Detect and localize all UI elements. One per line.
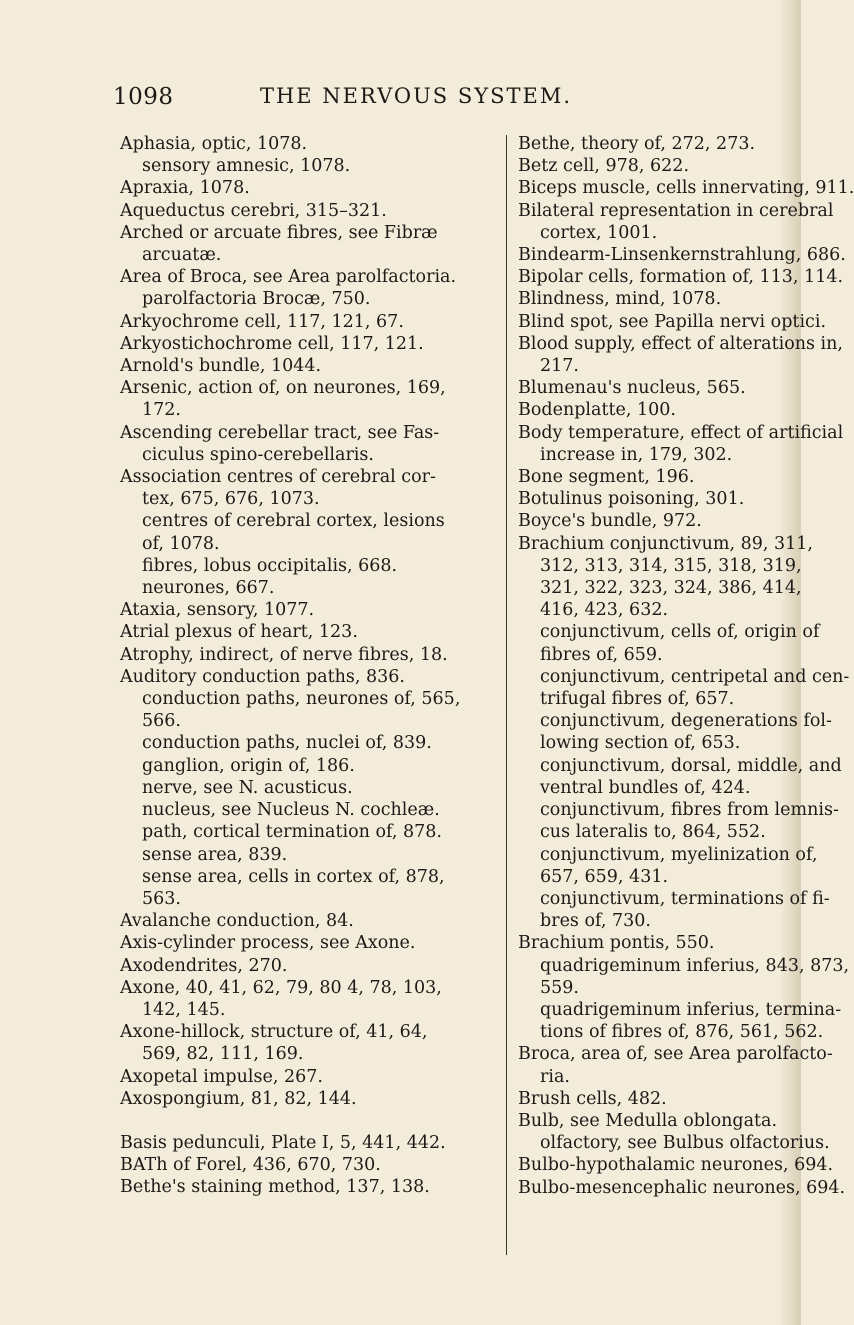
- index-line: Bethe's staining method, 137, 138.: [120, 1177, 430, 1198]
- index-line: bres of, 730.: [540, 911, 651, 932]
- index-line: fibres of, 659.: [540, 644, 663, 665]
- index-line: Brachium conjunctivum, 89, 311,: [518, 533, 813, 554]
- index-line: Broca, area of, see Area parolfacto-: [518, 1044, 833, 1065]
- index-subentry: [120, 577, 492, 599]
- page-header: [113, 84, 719, 114]
- running-head: THE NERVOUS SYSTEM.: [259, 84, 572, 108]
- index-line: 172.: [142, 400, 181, 421]
- index-entry: [518, 311, 827, 333]
- index-line: Bipolar cells, formation of, 113, 114.: [518, 267, 844, 288]
- index-line: Brachium pontis, 550.: [518, 933, 715, 954]
- index-line: ganglion, origin of, 186.: [142, 755, 355, 776]
- index-entry: [120, 977, 492, 1021]
- index-line: Arkyochrome cell, 117, 121, 67.: [120, 311, 404, 332]
- index-line: Avalanche conduction, 84.: [120, 911, 354, 932]
- index-entry: [518, 1154, 834, 1176]
- index-line: Arched or arcuate fibres, see Fibræ: [120, 222, 438, 243]
- index-subentry: [518, 799, 839, 843]
- index-subentry: [120, 844, 492, 866]
- index-entry: [120, 355, 492, 377]
- index-column-right: [518, 133, 854, 1199]
- index-line: conjunctivum, myelinization of,: [540, 844, 818, 865]
- index-line: Betz cell, 978, 622.: [518, 156, 690, 177]
- index-line: Bone segment, 196.: [518, 467, 695, 488]
- index-line: Axone, 40, 41, 62, 79, 80 4, 78, 103,: [120, 977, 442, 998]
- index-line: centres of cerebral cortex, lesions: [142, 511, 445, 532]
- index-line: Axodendrites, 270.: [120, 955, 288, 976]
- index-entry: [518, 333, 843, 377]
- index-entry: [120, 644, 492, 666]
- index-line: Blind spot, see Papilla nervi optici.: [518, 311, 827, 332]
- index-subentry: [120, 688, 492, 732]
- index-entry: [120, 1088, 492, 1110]
- index-line: quadrigeminum inferius, termina-: [540, 999, 842, 1020]
- index-entry: [120, 1176, 492, 1198]
- index-subentry: [518, 755, 842, 799]
- index-line: arcuatæ.: [142, 245, 222, 266]
- index-line: conduction paths, nuclei of, 839.: [142, 733, 432, 754]
- index-line: sense area, 839.: [142, 844, 288, 865]
- index-entry: [120, 377, 492, 421]
- index-line: BATh of Forel, 436, 670, 730.: [120, 1155, 381, 1176]
- index-entry: [518, 133, 804, 155]
- index-line: Arsenic, action of, on neurones, 169,: [120, 378, 446, 399]
- index-line: olfactory, see Bulbus olfactorius.: [540, 1133, 830, 1154]
- index-line: conjunctivum, degenerations fol-: [540, 711, 832, 732]
- index-subentry: [120, 510, 492, 554]
- index-subentry: [120, 866, 492, 910]
- index-line: Bulbo-hypothalamic neurones, 694.: [518, 1155, 834, 1176]
- index-entry: [120, 311, 492, 333]
- index-line: Atrophy, indirect, of nerve fibres, 18.: [120, 644, 448, 665]
- index-subentry: [518, 710, 832, 754]
- index-line: Blumenau's nucleus, 565.: [518, 378, 746, 399]
- index-entry: [518, 244, 846, 266]
- index-line: Bulb, see Medulla oblongata.: [518, 1110, 778, 1131]
- index-entry: [518, 1177, 846, 1199]
- index-line: tex, 675, 676, 1073.: [142, 489, 320, 510]
- index-subentry: [120, 777, 492, 799]
- index-line: Bulbo-mesencephalic neurones, 694.: [518, 1177, 846, 1198]
- index-entry: [518, 488, 804, 510]
- index-entry: [518, 266, 844, 288]
- index-line: ria.: [540, 1066, 570, 1087]
- index-column-left: [120, 133, 492, 1199]
- index-line: Bethe, theory of, 272, 273.: [518, 134, 756, 154]
- index-line: Aqueductus cerebri, 315–321.: [120, 200, 387, 221]
- index-subentry: [518, 666, 850, 710]
- index-line: 657, 659, 431.: [540, 866, 669, 887]
- index-line: path, cortical termination of, 878.: [142, 822, 442, 843]
- index-line: increase in, 179, 302.: [540, 444, 733, 465]
- index-entry: [518, 466, 804, 488]
- index-subentry: [518, 1132, 830, 1154]
- index-line: Boyce's bundle, 972.: [518, 511, 702, 532]
- index-line: tions of fibres of, 876, 561, 562.: [540, 1022, 824, 1043]
- index-entry: [120, 1021, 492, 1065]
- index-entry: [120, 422, 492, 466]
- index-line: lowing section of, 653.: [540, 733, 741, 754]
- index-entry: [120, 955, 492, 977]
- index-entry: [120, 333, 492, 355]
- index-line: 217.: [540, 356, 579, 377]
- index-line: Bindearm-Linsenkernstrahlung, 686.: [518, 245, 846, 266]
- index-line: Arkyostichochrome cell, 117, 121.: [120, 333, 424, 354]
- index-line: Auditory conduction paths, 836.: [120, 666, 405, 687]
- index-entry: [518, 510, 804, 532]
- index-line: quadrigeminum inferius, 843, 873,: [540, 955, 850, 976]
- index-entry: [120, 1066, 492, 1088]
- index-entry: [120, 910, 492, 932]
- index-entry: [518, 1110, 804, 1132]
- index-subentry: [120, 821, 492, 843]
- index-line: conjunctivum, centripetal and cen-: [540, 666, 850, 687]
- index-line: Bilateral representation in cerebral: [518, 200, 834, 221]
- index-line: conjunctivum, dorsal, middle, and: [540, 755, 842, 776]
- index-line: Axis-cylinder process, see Axone.: [120, 933, 416, 954]
- index-line: nucleus, see Nucleus N. cochleæ.: [142, 800, 440, 821]
- index-entry: [518, 533, 813, 622]
- index-line: Biceps muscle, cells innervating, 911.: [518, 178, 854, 199]
- index-line: Axopetal impulse, 267.: [120, 1066, 323, 1087]
- index-line: neurones, 667.: [142, 578, 275, 599]
- index-line: conjunctivum, cells of, origin of: [540, 622, 820, 643]
- index-entry: [120, 266, 492, 288]
- index-line: conduction paths, neurones of, 565,: [142, 689, 461, 710]
- index-subentry: [518, 888, 830, 932]
- index-line: Brush cells, 482.: [518, 1088, 667, 1109]
- index-line: Apraxia, 1078.: [120, 178, 250, 199]
- index-line: ventral bundles of, 424.: [540, 777, 751, 798]
- index-line: Ataxia, sensory, 1077.: [120, 600, 315, 621]
- index-entry: [518, 377, 804, 399]
- index-line: Botulinus poisoning, 301.: [518, 489, 745, 510]
- index-entry: [120, 599, 492, 621]
- index-entry: [518, 288, 804, 310]
- index-entry: [120, 466, 492, 510]
- index-entry: [120, 177, 492, 199]
- index-entry: [518, 1043, 833, 1087]
- index-line: Arnold's bundle, 1044.: [120, 356, 322, 377]
- index-line: Aphasia, optic, 1078.: [120, 134, 308, 154]
- index-subentry: [120, 755, 492, 777]
- index-line: Axone-hillock, structure of, 41, 64,: [120, 1022, 428, 1043]
- index-line: nerve, see N. acusticus.: [142, 777, 353, 798]
- index-subentry: [120, 732, 492, 754]
- index-line: 569, 82, 111, 169.: [142, 1044, 304, 1065]
- index-line: Bodenplatte, 100.: [518, 400, 676, 421]
- index-subentry: [120, 799, 492, 821]
- index-line: of, 1078.: [142, 533, 220, 554]
- index-line: Blood supply, effect of alterations in,: [518, 333, 843, 354]
- index-entry: [518, 932, 804, 954]
- index-line: Area of Broca, see Area parolfactoria.: [120, 267, 457, 288]
- index-line: Basis pedunculi, Plate I, 5, 441, 442.: [120, 1132, 446, 1153]
- index-line: conjunctivum, terminations of fi-: [540, 888, 830, 909]
- index-line: conjunctivum, fibres from lemnis-: [540, 800, 839, 821]
- index-subentry: [120, 155, 492, 177]
- index-line: cus lateralis to, 864, 552.: [540, 822, 766, 843]
- index-subentry: [120, 555, 492, 577]
- index-line: trifugal fibres of, 657.: [540, 689, 735, 710]
- index-line: parolfactoria Brocæ, 750.: [142, 289, 371, 310]
- index-line: 566.: [142, 711, 181, 732]
- index-entry: [120, 222, 492, 266]
- index-line: 142, 145.: [142, 999, 226, 1020]
- index-line: 563.: [142, 888, 181, 909]
- index-entry: [518, 399, 804, 421]
- index-entry: [120, 932, 492, 954]
- index-subentry: [518, 955, 850, 999]
- index-line: ciculus spino-cerebellaris.: [142, 444, 374, 465]
- index-subentry: [518, 621, 820, 665]
- index-subentry: [120, 288, 492, 310]
- index-entry: [518, 422, 844, 466]
- index-entry: [120, 621, 492, 643]
- index-entry: [120, 200, 492, 222]
- index-entry: [518, 200, 834, 244]
- index-line: 559.: [540, 977, 579, 998]
- index-line: Atrial plexus of heart, 123.: [120, 622, 358, 643]
- index-subentry: [518, 999, 842, 1043]
- index-entry: [518, 177, 854, 199]
- index-line: 416, 423, 632.: [540, 600, 669, 621]
- index-line: cortex, 1001.: [540, 222, 658, 243]
- index-line: Axospongium, 81, 82, 144.: [120, 1088, 357, 1109]
- index-line: Association centres of cerebral cor-: [120, 467, 436, 488]
- index-entry: [120, 133, 492, 155]
- index-line: Body temperature, effect of artificial: [518, 422, 844, 443]
- index-line: sense area, cells in cortex of, 878,: [142, 866, 445, 887]
- index-line: Blindness, mind, 1078.: [518, 289, 722, 310]
- index-entry: [120, 1132, 492, 1154]
- entry-gap: [120, 1110, 492, 1132]
- index-line: 312, 313, 314, 315, 318, 319,: [540, 555, 802, 576]
- index-line: 321, 322, 323, 324, 386, 414,: [540, 578, 802, 599]
- index-entry: [120, 666, 492, 688]
- index-line: Ascending cerebellar tract, see Fas-: [120, 422, 440, 443]
- index-line: fibres, lobus occipitalis, 668.: [142, 555, 398, 576]
- index-entry: [518, 155, 804, 177]
- column-divider: [506, 135, 507, 1255]
- index-subentry: [518, 844, 818, 888]
- index-entry: [518, 1088, 804, 1110]
- index-entry: [120, 1154, 492, 1176]
- page-number: 1098: [113, 84, 174, 110]
- index-line: sensory amnesic, 1078.: [142, 156, 351, 177]
